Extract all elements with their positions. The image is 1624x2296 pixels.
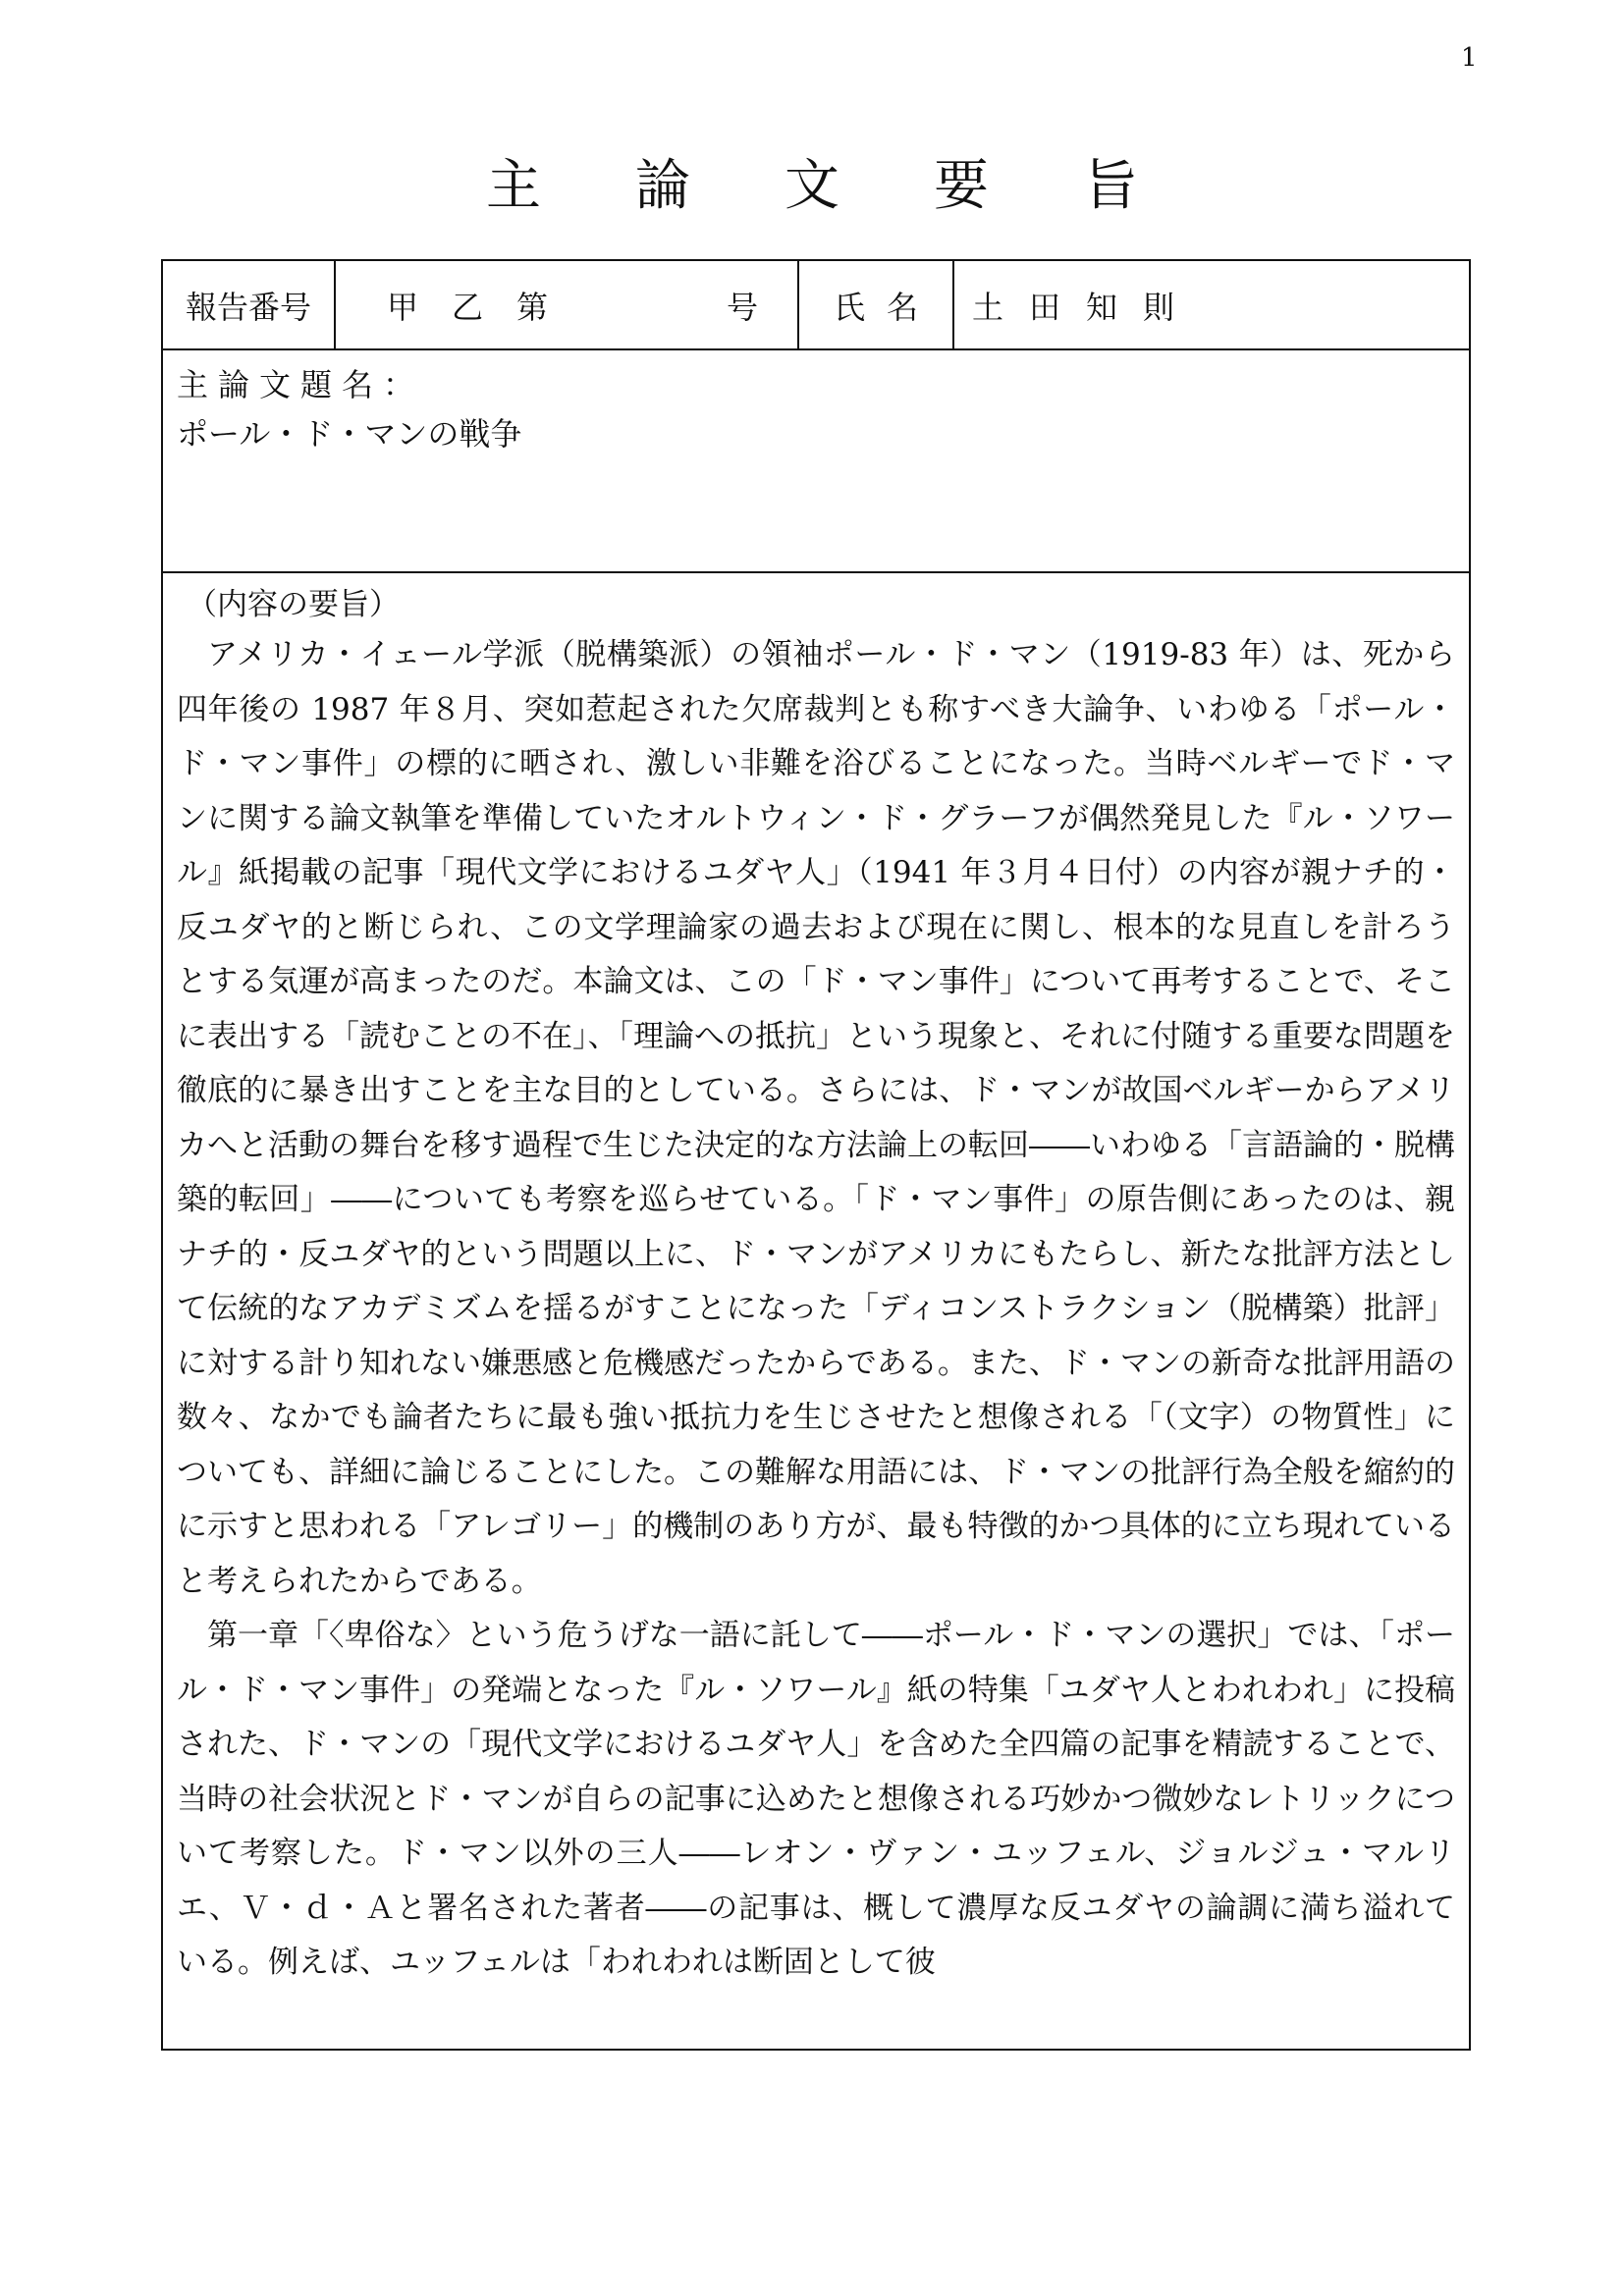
report-number-label: 報告番号 — [163, 261, 336, 348]
thesis-title-label: 主論文題名： — [177, 366, 425, 403]
summary-heading: （内容の要旨） — [187, 587, 400, 622]
thesis-title-section — [163, 350, 1469, 573]
gou-label: 号 — [727, 288, 759, 326]
kou-label: 甲 — [387, 288, 453, 326]
otsu-label: 乙 — [452, 288, 517, 326]
thesis-title: ポール・ド・マンの戦争 — [177, 415, 522, 453]
summary-form — [161, 259, 1471, 2051]
document-title: 主論文要旨 — [486, 154, 1232, 218]
report-row — [163, 261, 1469, 350]
dai-label: 第 — [516, 288, 549, 326]
report-number-value — [336, 261, 799, 348]
name-label: 氏名 — [799, 261, 954, 348]
summary-section — [163, 573, 1469, 2051]
summary-paragraph: 第一章「〈卑俗な〉という危うげな一語に託して――ポール・ド・マンの選択」では、「ポール・ド・マン事件」の発端となった『ル・ソワール』紙の特集「ユダヤ人とわれわれ」に投稿された、ド・マンの「現代文学におけるユダヤ人」を含めた全四篇の記事を精読することで、当時の社会状況とド・マンが自らの記事に込めたと想像される巧妙かつ微妙なレトリックについて考察した。ド・マン以外の三人――レオン・ヴァン・ユッフェル、ジョルジュ・マルリエ、Ｖ・ｄ・Ａと署名された著者――の記事は、概して濃厚な反ユダヤの論調に満ち溢れている。例えば、ユッフェルは「われわれは断固として彼 — [177, 1618, 1455, 1980]
page-number: 1 — [1461, 43, 1478, 73]
summary-paragraph: アメリカ・イェール学派（脱構築派）の領袖ポール・ド・マン（1919-83 年）は、死から四年後の 1987 年８月、突如惹起された欠席裁判とも称すべき大論争、いわゆる「ポール・ド・マン事件」の標的に晒され、激しい非難を浴びることになった。当時ベルギーでド・マンに関する論文執筆を準備していたオルトウィン・ド・グラーフが偶然発見した『ル・ソワール』紙掲載の記事「現代文学におけるユダヤ人」（1941 年３月４日付）の内容が親ナチ的・反ユダヤ的と断じられ、この文学理論家の過去および現在に関し、根本的な見直しを計ろうとする気運が高まったのだ。本論文は、この「ド・マン事件」について再考することで、そこに表出する「読むことの不在」、「理論への抵抗」という現象と、それに付随する重要な問題を徹底的に暴き出すことを主な目的としている。さらには、ド・マンが故国ベルギーからアメリカへと活動の舞台を移す過程で生じた決定的な方法論上の転回――いわゆる「言語論的・脱構築的転回」――についても考察を巡らせている。「ド・マン事件」の原告側にあったのは、親ナチ的・反ユダヤ的という問題以上に、ド・マンがアメリカにもたらし、新たな批評方法として伝統的なアカデミズムを揺るがすことになった「ディコンストラクション（脱構築）批評」に対する計り知れない嫌悪感と危機感だったからである。また、ド・マンの新奇な批評用語の数々、なかでも論者たちに最も強い抵抗力を生じさせたと想像される「（文字）の物質性」についても、詳細に論じることにした。この難解な用語には、ド・マンの批評行為全般を縮約的に示すと思われる「アレゴリー」的機制のあり方が、最も特徴的かつ具体的に立ち現れていると考えられたからである。 — [177, 637, 1455, 1599]
author-name: 土田知則 — [972, 288, 1201, 326]
